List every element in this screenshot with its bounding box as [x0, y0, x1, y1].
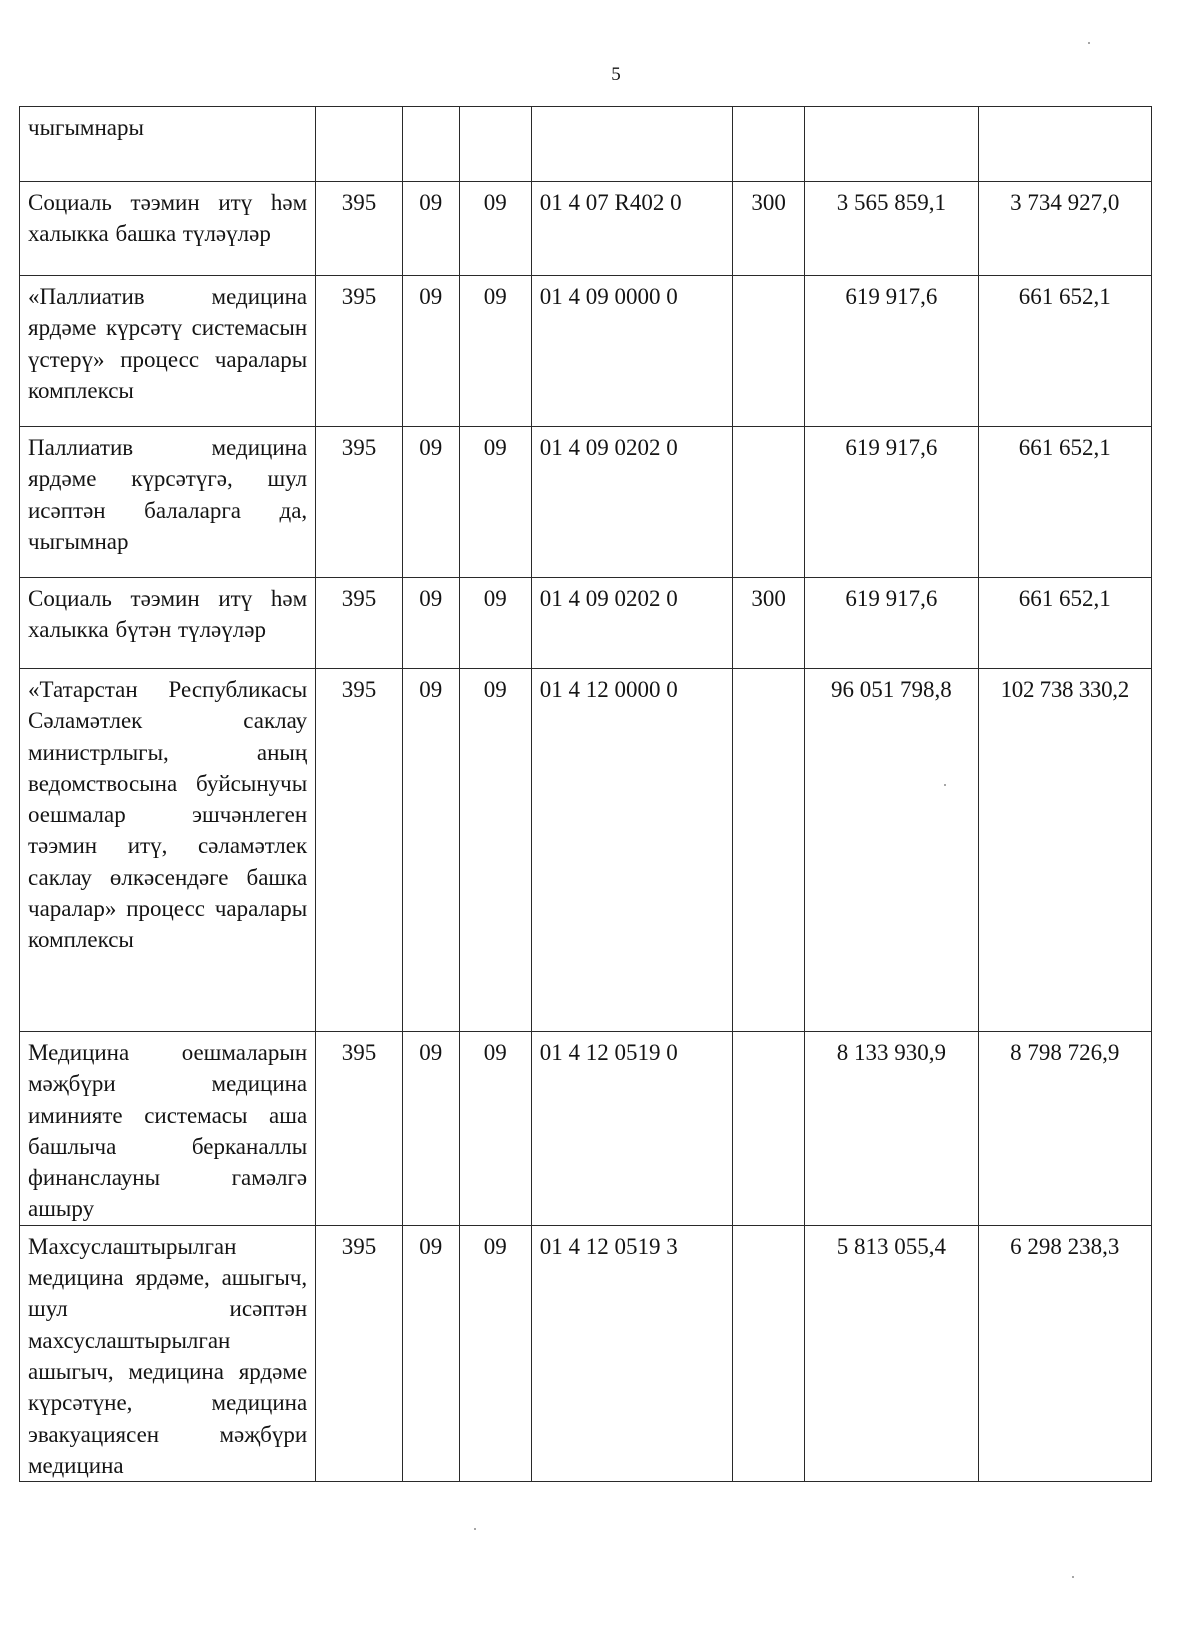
table-row	[20, 578, 1152, 669]
target-article-cell: 01 4 12 0000 0	[531, 669, 732, 1032]
section-cell: 09	[402, 1225, 459, 1481]
target-article-cell: 01 4 12 0519 0	[531, 1032, 732, 1226]
amount-year1-cell: 619 917,6	[805, 427, 978, 578]
expense-type-cell	[733, 669, 805, 1032]
target-article-cell: 01 4 07 R402 0	[531, 182, 732, 276]
table-row	[20, 182, 1152, 276]
section-cell: 09	[402, 427, 459, 578]
amount-year2-cell: 661 652,1	[978, 578, 1151, 669]
table-row	[20, 107, 1152, 182]
scan-speck	[474, 1528, 476, 1530]
subsection-cell: 09	[459, 427, 531, 578]
amount-year2-cell: 661 652,1	[978, 427, 1151, 578]
expense-type-cell	[733, 1225, 805, 1481]
subsection-cell: 09	[459, 182, 531, 276]
scan-speck	[944, 784, 946, 786]
amount-year2-cell: 8 798 726,9	[978, 1032, 1151, 1226]
page-number: 5	[611, 64, 621, 85]
budget-table	[19, 106, 1152, 1482]
section-cell: 09	[402, 182, 459, 276]
section-cell: 09	[402, 1032, 459, 1226]
section-cell: 09	[402, 276, 459, 427]
admin-code-cell: 395	[316, 1225, 403, 1481]
admin-code-cell: 395	[316, 182, 403, 276]
amount-year1-cell: 8 133 930,9	[805, 1032, 978, 1226]
expense-type-cell	[733, 107, 805, 182]
table-row	[20, 427, 1152, 578]
amount-year1-cell: 619 917,6	[805, 276, 978, 427]
expense-type-cell: 300	[733, 578, 805, 669]
section-cell: 09	[402, 578, 459, 669]
row-description: Паллиатив медицина ярдәме күрсәтүгә, шул исәптән балаларга да, чыгымнар	[20, 427, 316, 578]
amount-year1-cell: 619 917,6	[805, 578, 978, 669]
table-row	[20, 669, 1152, 1032]
target-article-cell: 01 4 12 0519 3	[531, 1225, 732, 1481]
row-description: Махсуслаштырылган медицина ярдәме, ашыгыч, шул исәптән махсуслаштырылган ашыгыч, медицина ярдәме күрсәтүне, медицина эвакуациясен мәҗбүри медицина	[20, 1225, 316, 1481]
amount-year2-cell: 6 298 238,3	[978, 1225, 1151, 1481]
admin-code-cell	[316, 107, 403, 182]
row-description: «Паллиатив медицина ярдәме күрсәтү системасын үстерү» процесс чаралары комплексы	[20, 276, 316, 427]
row-description: чыгымнары	[20, 107, 316, 182]
amount-year2-cell: 661 652,1	[978, 276, 1151, 427]
expense-type-cell	[733, 276, 805, 427]
row-description: Социаль тәэмин итү һәм халыкка башка түләүләр	[20, 182, 316, 276]
expense-type-cell	[733, 427, 805, 578]
scan-speck	[1088, 42, 1090, 44]
subsection-cell: 09	[459, 578, 531, 669]
amount-year2-cell	[978, 107, 1151, 182]
target-article-cell: 01 4 09 0000 0	[531, 276, 732, 427]
expense-type-cell	[733, 1032, 805, 1226]
table-row	[20, 276, 1152, 427]
subsection-cell: 09	[459, 669, 531, 1032]
admin-code-cell: 395	[316, 427, 403, 578]
row-description: Медицина оешмаларын мәҗбүри медицина иминияте системасы аша башлыча берканаллы финанслауны гамәлгә ашыру	[20, 1032, 316, 1226]
amount-year2-cell: 102 738 330,2	[978, 669, 1151, 1032]
admin-code-cell: 395	[316, 276, 403, 427]
admin-code-cell: 395	[316, 578, 403, 669]
expense-type-cell: 300	[733, 182, 805, 276]
amount-year1-cell	[805, 107, 978, 182]
subsection-cell: 09	[459, 1032, 531, 1226]
scan-speck	[1072, 1576, 1074, 1578]
target-article-cell	[531, 107, 732, 182]
subsection-cell: 09	[459, 1225, 531, 1481]
admin-code-cell: 395	[316, 669, 403, 1032]
target-article-cell: 01 4 09 0202 0	[531, 578, 732, 669]
amount-year2-cell: 3 734 927,0	[978, 182, 1151, 276]
amount-year1-cell: 3 565 859,1	[805, 182, 978, 276]
table-row	[20, 1225, 1152, 1481]
table-row	[20, 1032, 1152, 1226]
section-cell: 09	[402, 669, 459, 1032]
subsection-cell: 09	[459, 276, 531, 427]
section-cell	[402, 107, 459, 182]
target-article-cell: 01 4 09 0202 0	[531, 427, 732, 578]
amount-year1-cell: 96 051 798,8	[805, 669, 978, 1032]
subsection-cell	[459, 107, 531, 182]
row-description: Социаль тәэмин итү һәм халыкка бүтән түләүләр	[20, 578, 316, 669]
amount-year1-cell: 5 813 055,4	[805, 1225, 978, 1481]
admin-code-cell: 395	[316, 1032, 403, 1226]
row-description: «Татарстан Республикасы Сәламәтлек саклау министрлыгы, аның ведомствосына буйсынучы оешмалар эшчәнлеген тәэмин итү, сәламәтлек саклау өлкәсендәге башка чаралар» процесс чаралары комплексы	[20, 669, 316, 1032]
